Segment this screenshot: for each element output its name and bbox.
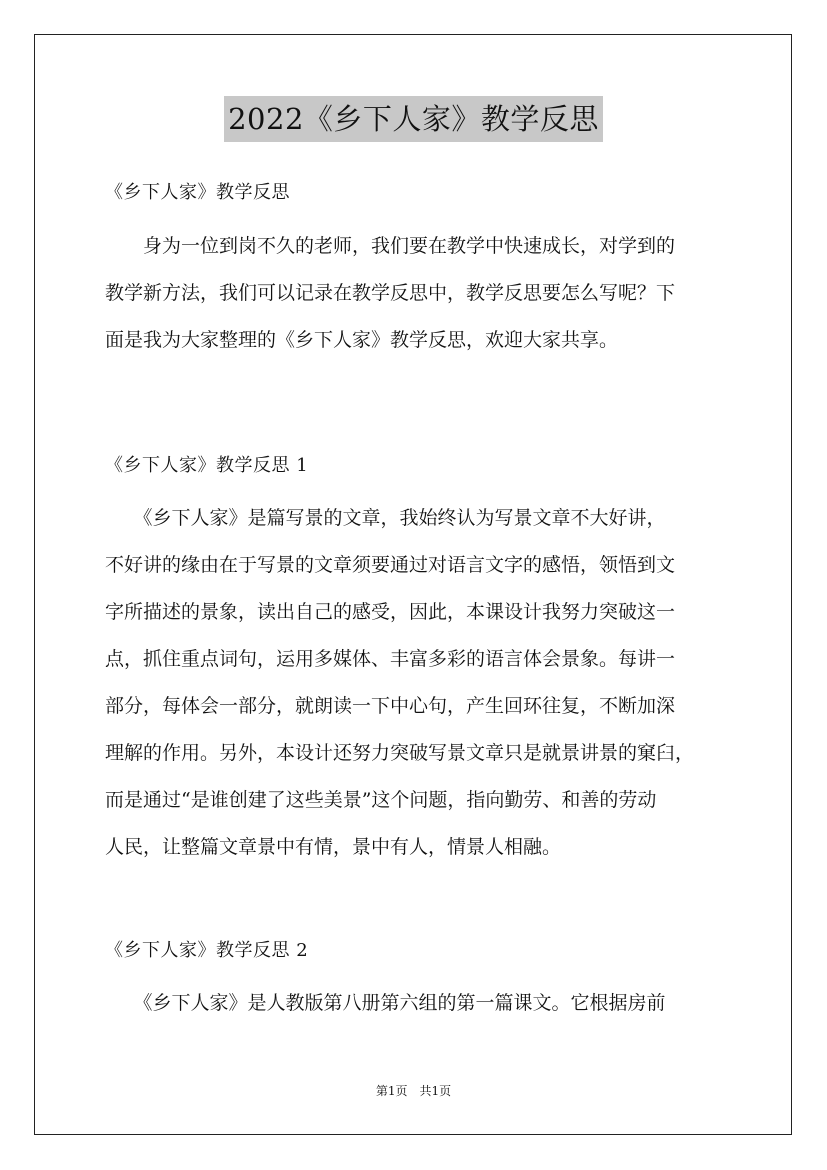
paragraph-line: 教学新方法，我们可以记录在教学反思中，教学反思要怎么写呢？下 [105, 282, 676, 304]
section-paragraph [105, 980, 730, 1027]
section-heading: 《乡下人家》教学反思 2 [105, 940, 309, 961]
paragraph-line: 《乡下人家》是篇写景的文章，我始终认为写景文章不大好讲， [105, 507, 666, 529]
paragraph-line: 字所描述的景象，读出自己的感受，因此，本课设计我努力突破这一 [105, 601, 676, 623]
document-title-container [0, 96, 827, 142]
paragraph-line: 理解的作用。另外，本设计还努力突破写景文章只是就景讲景的窠臼， [105, 742, 695, 764]
section-paragraph [105, 223, 730, 364]
document-title: 2022《乡下人家》教学反思 [224, 96, 603, 142]
paragraph-line: 不好讲的缘由在于写景的文章须要通过对语言文字的感悟，领悟到文 [105, 554, 676, 576]
paragraph-line: 面是我为大家整理的《乡下人家》教学反思，欢迎大家共享。 [105, 329, 619, 351]
page-footer: 第1页 共1页 [375, 1084, 452, 1098]
paragraph-line: 部分，每体会一部分，就朗读一下中心句，产生回环往复，不断加深 [105, 695, 676, 717]
paragraph-line: 《乡下人家》是人教版第八册第六组的第一篇课文。它根据房前 [105, 992, 666, 1014]
paragraph-line: 而是通过“是谁创建了这些美景”这个问题，指向勤劳、和善的劳动 [105, 789, 657, 811]
paragraph-line: 人民，让整篇文章景中有情，景中有人，情景人相融。 [105, 836, 562, 858]
section-heading: 《乡下人家》教学反思 1 [105, 455, 309, 476]
section-paragraph [105, 495, 730, 871]
paragraph-line: 身为一位到岗不久的老师，我们要在教学中快速成长，对学到的 [105, 235, 676, 257]
section-heading: 《乡下人家》教学反思 [105, 182, 290, 203]
paragraph-line: 点，抓住重点词句，运用多媒体、丰富多彩的语言体会景象。每讲一 [105, 648, 676, 670]
